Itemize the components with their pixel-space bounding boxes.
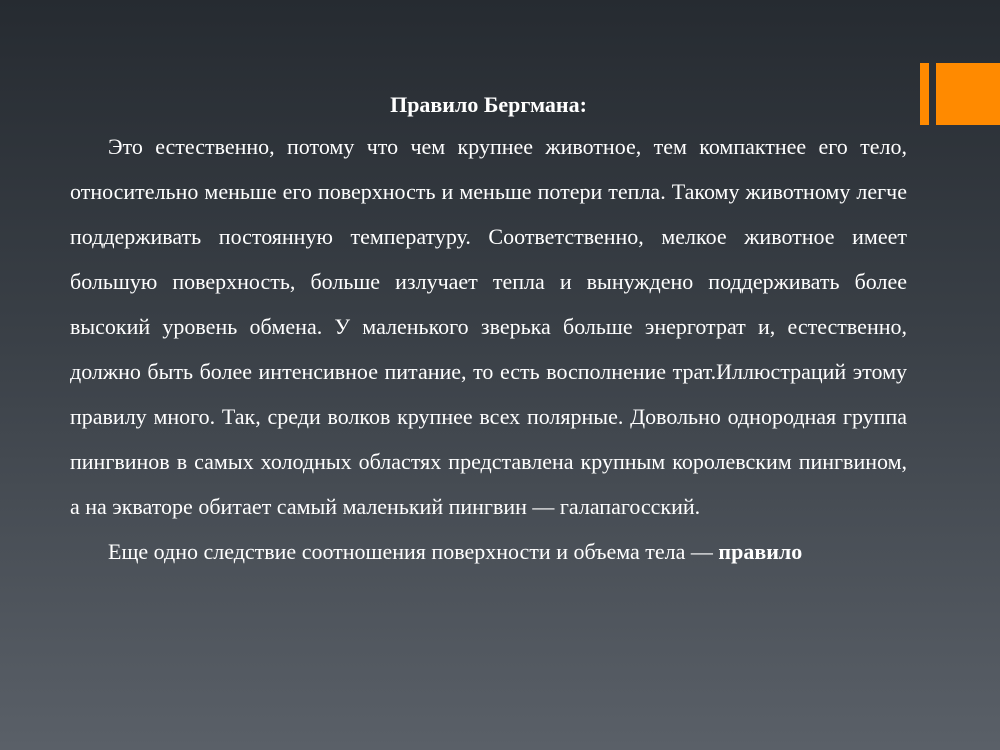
paragraph-2-text: Еще одно следствие соотношения поверхности и объема тела —	[108, 539, 719, 564]
body-paragraph-2	[70, 529, 907, 574]
accent-bar-wide	[936, 63, 1000, 125]
slide-title: Правило Бергмана:	[390, 92, 587, 117]
body-paragraph-1: Это естественно, потому что чем крупнее животное, тем компактнее его тело, относительно меньше его поверхность и меньше потери тепла. Такому животному легче поддерживать постоянную температуру. Соответственно, мелкое животное имеет большую поверхность, больше излучает тепла и вынуждено поддерживать более высокий уровень обмена. У маленького зверька больше энерготрат и, естественно, должно быть более интенсивное питание, то есть восполнение трат.Иллюстраций этому правилу много. Так, среди волков крупнее всех полярные. Довольно однородная группа пингвинов в самых холодных областях представлена крупным королевским пингвином, а на экваторе обитает самый маленький пингвин — галапагосский.	[70, 134, 907, 519]
accent-bar-thin	[920, 63, 929, 125]
slide-content	[70, 86, 907, 574]
paragraph-2-bold-term: правило	[718, 539, 803, 564]
accent-decoration	[920, 63, 1000, 125]
